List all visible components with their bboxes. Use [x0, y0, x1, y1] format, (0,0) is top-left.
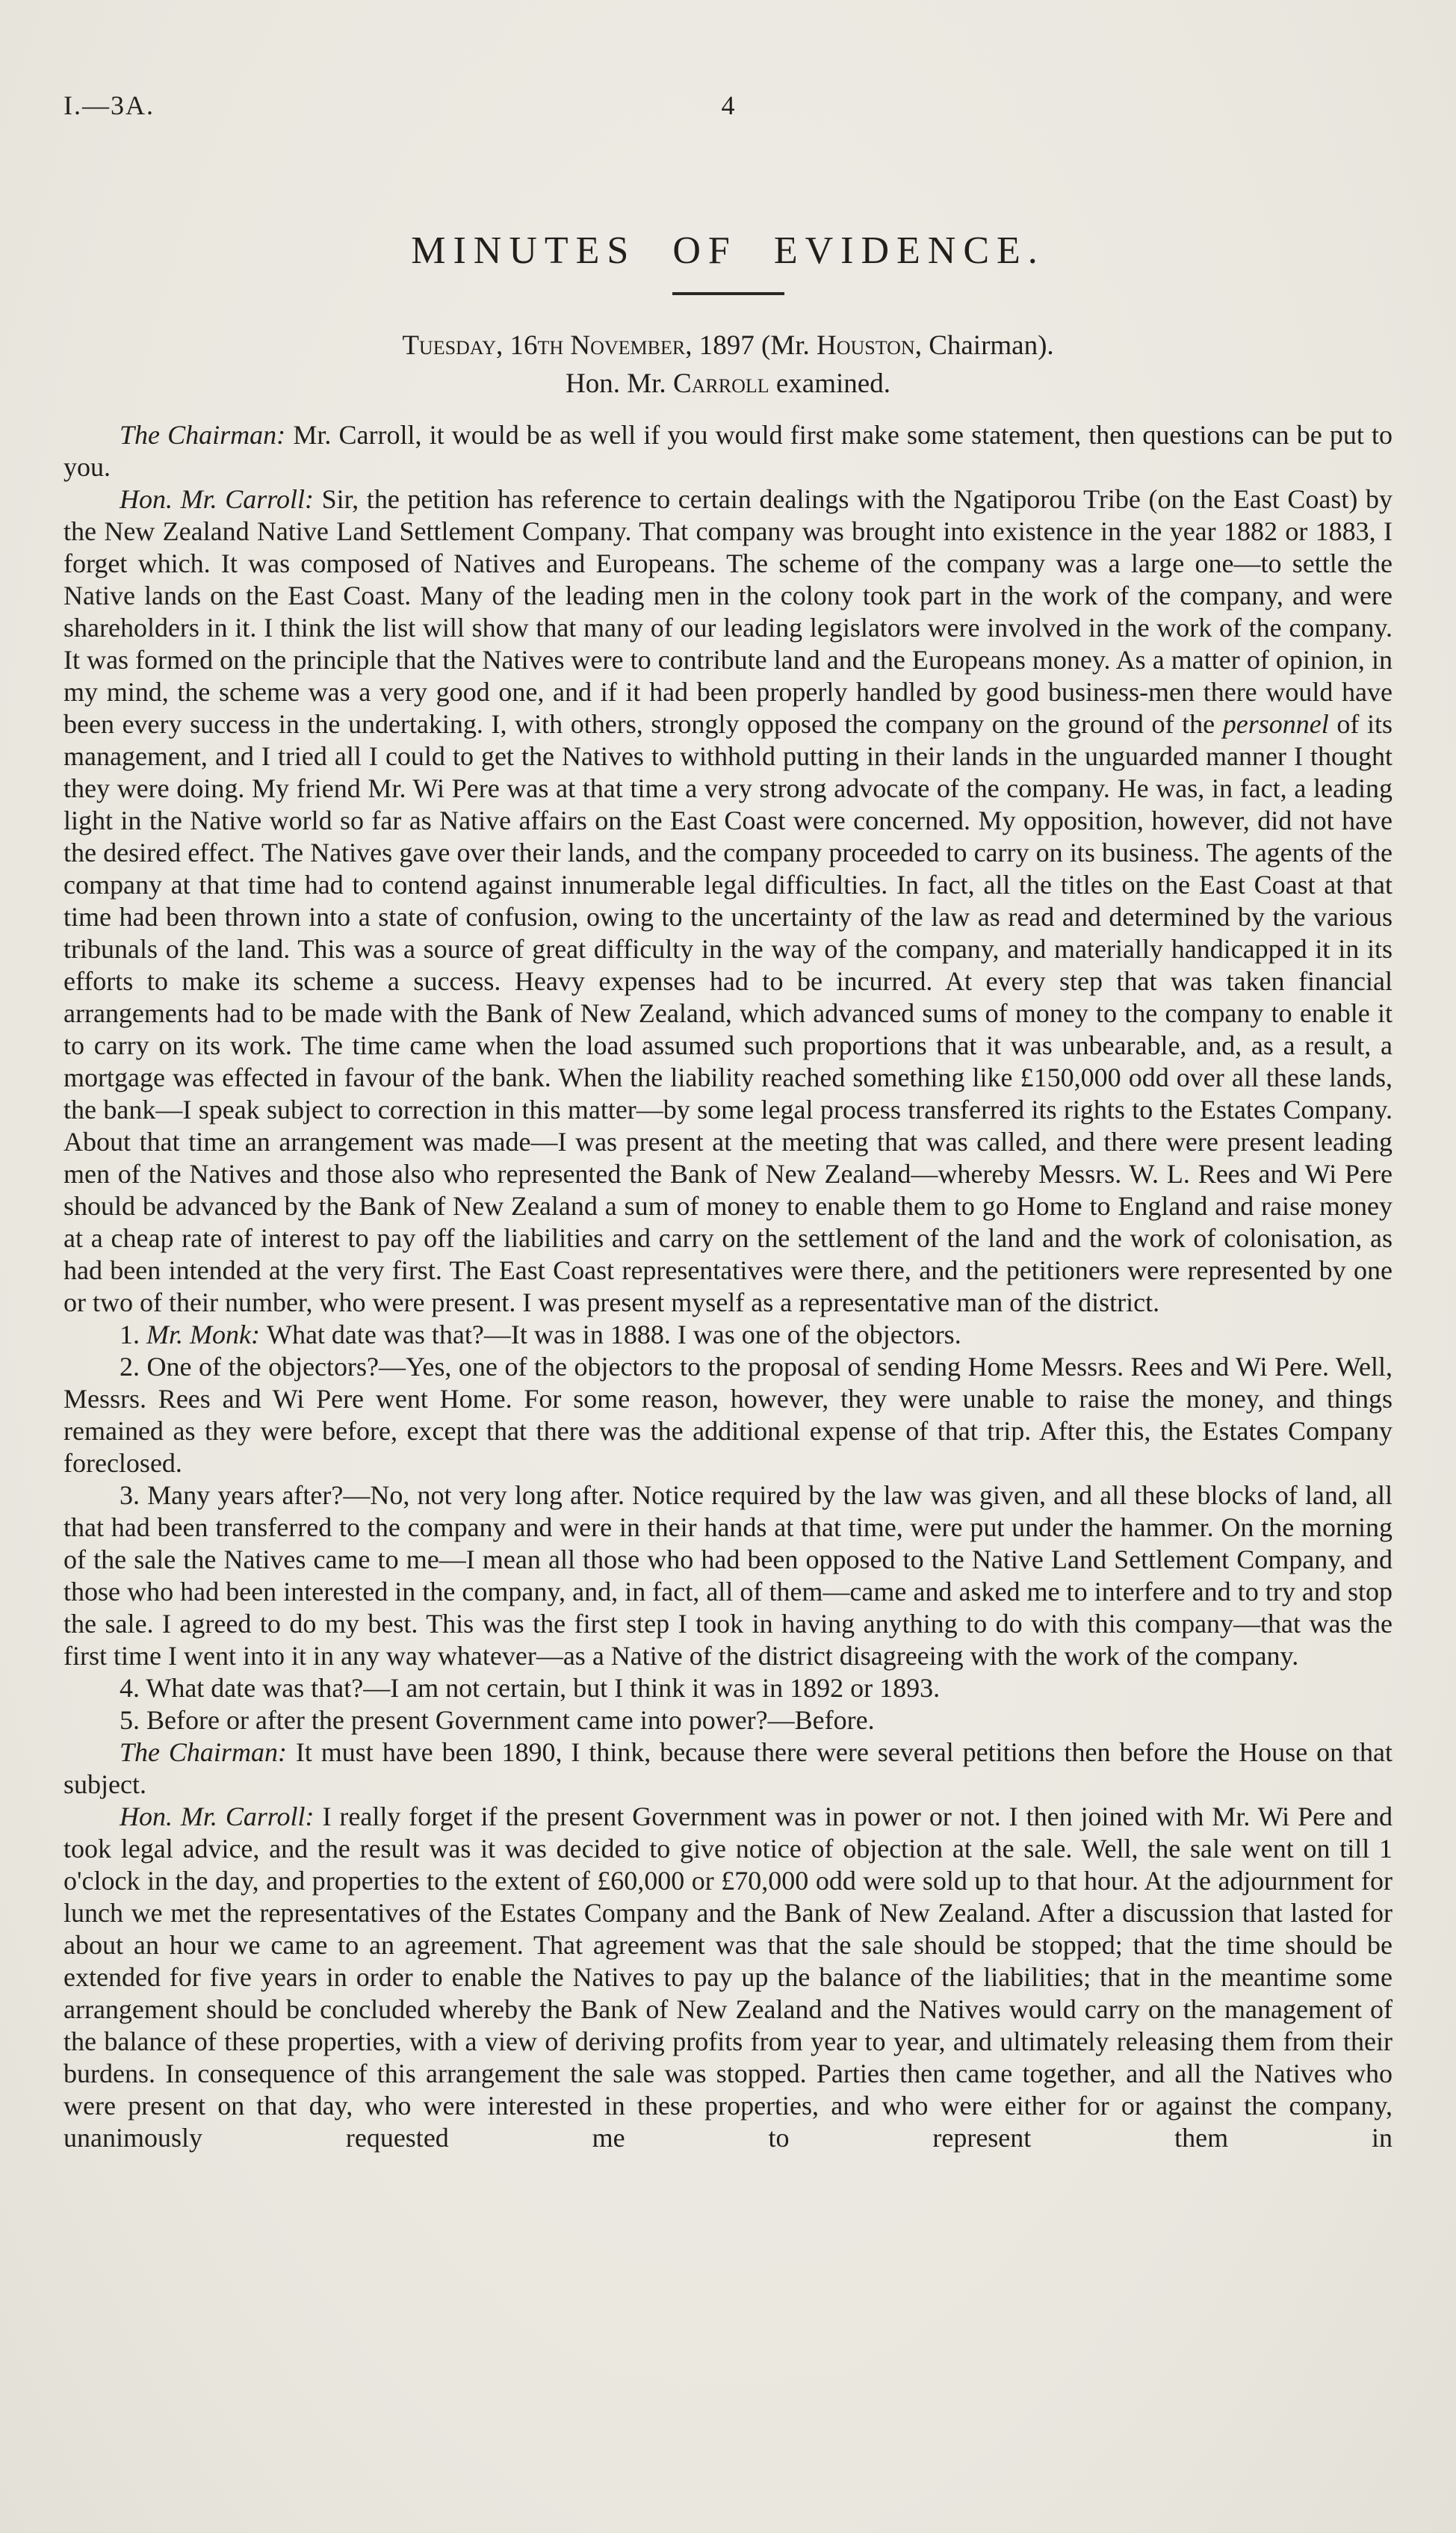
paragraph	[63, 1801, 1393, 2154]
smallcaps-run: Tuesday, 16th November, 1897	[402, 330, 755, 361]
paragraph	[63, 1736, 1393, 1801]
italic-run: The Chairman:	[120, 1737, 296, 1767]
text-run: Mr. Carroll, it would be as well if you would first make some statement, then questions can be put to you.	[63, 420, 1393, 482]
text-run: , Chairman).	[914, 330, 1054, 361]
page-header	[63, 90, 1393, 123]
paper-reference: I.—3A.	[63, 90, 155, 120]
page-title: MINUTES OF EVIDENCE.	[411, 229, 1045, 272]
text-run: 4. What date was that?—I am not certain, but I think it was in 1892 or 1893.	[120, 1673, 941, 1703]
italic-run: Mr. Monk:	[146, 1320, 267, 1349]
text-run: 1.	[120, 1320, 146, 1349]
examined-heading	[63, 368, 1393, 400]
document-body	[63, 419, 1393, 2154]
text-run: Hon. Mr.	[566, 368, 673, 399]
text-run: 3. Many years after?—No, not very long after. Notice required by the law was given, and all these blocks of land, all that had been transferred to the company and were in their hands at that time, were put under the hammer. On the morning of the sale the Natives came to me—I mean all those who had been opposed to the Native Land Settlement Company, and those who had been interested in the company, and, in fact, all of them—came and asked me to interfere and to try and stop the sale. I agreed to do my best. This was the first step I took in having anything to do with this company—that was the first time I went into it in any way whatever—as a Native of the district disagreeing with the work of the company.	[63, 1480, 1393, 1671]
smallcaps-run: Carroll	[672, 368, 769, 399]
session-heading	[63, 330, 1393, 362]
paragraph	[63, 1479, 1393, 1672]
italic-run: Hon. Mr. Carroll:	[120, 484, 322, 514]
paragraph	[63, 1704, 1393, 1736]
italic-run: Hon. Mr. Carroll:	[120, 1801, 323, 1831]
italic-run: The Chairman:	[120, 420, 294, 450]
paragraph	[63, 1672, 1393, 1704]
text-run: I really forget if the present Government was in power or not. I then joined with Mr. Wi Pere and took legal advice, and the result was it was decided to give notice of objection at the sale. Well, the sale went on till 1 o'clock in the day, and properties to the extent of £60,000 or £70,000 odd were sold up to that hour. At the adjournment for lunch we met the representatives of the Estates Company and the Bank of New Zealand. After a discussion that lasted for about an hour we came to an agreement. That agreement was that the sale should be stopped; that the time should be extended for five years in order to enable the Natives to pay up the balance of the liabilities; that in the meantime some arrangement should be concluded whereby the Bank of New Zealand and the Natives would carry on the management of the balance of these properties, with a view of deriving profits from year to year, and ultimately releasing them from their burdens. In consequence of this arrangement the sale was stopped. Parties then came together, and all the Natives who were present on that day, who were interested in these properties, and who were either for or against the company, unanimously requested me to represent them in	[63, 1801, 1393, 2153]
italic-run: personnel	[1222, 709, 1329, 739]
page-number: 4	[721, 90, 735, 120]
text-run: of its management, and I tried all I could to get the Natives to withhold putting in their lands in the unguarded manner I thought they were doing. My friend Mr. Wi Pere was at that time a very strong advocate of the company. He was, in fact, a leading light in the Native world so far as Native affairs on the East Coast were concerned. My opposition, however, did not have the desired effect. The Natives gave over their lands, and the company proceeded to carry on its business. The agents of the company at that time had to contend against innumerable legal difficulties. In fact, all the titles on the East Coast at that time had been thrown into a state of confusion, owing to the uncertainty of the law as read and determined by the various tribunals of the land. This was a source of great difficulty in the way of the company, and materially handicapped it in its efforts to make its scheme a success. Heavy expenses had to be incurred. At every step that was taken financial arrangements had to be made with the Bank of New Zealand, which advanced sums of money to the company to enable it to carry on its work. The time came when the load assumed such proportions that it was unbearable, and, as a result, a mortgage was effected in favour of the bank. When the liability reached something like £150,000 odd over all these lands, the bank—I speak subject to correction in this matter—by some legal process transferred its rights to the Estates Company. About that time an arrangement was made—I was present at the meeting that was called, and there were present leading men of the Natives and those also who represented the Bank of New Zealand—whereby Messrs. W. L. Rees and Wi Pere should be advanced by the Bank of New Zealand a sum of money to enable them to go Home to England and raise money at a cheap rate of interest to pay off the liabilities and carry on the settlement of the land and the work of colonisation, as had been intended at the very first. The East Coast representatives were there, and the petitioners were represented by one or two of their number, who were present. I was present myself as a representative man of the district.	[63, 709, 1393, 1317]
smallcaps-run: Houston	[816, 330, 915, 361]
paragraph	[63, 419, 1393, 483]
text-run: 5. Before or after the present Government came into power?—Before.	[120, 1705, 875, 1735]
text-run: It must have been 1890, I think, because there were several petitions then before the House on that subject.	[63, 1737, 1393, 1799]
paragraph	[63, 1351, 1393, 1479]
paragraph	[63, 483, 1393, 1319]
text-run: examined.	[769, 368, 890, 399]
title-rule	[672, 292, 784, 295]
text-run: What date was that?—It was in 1888. I was one of the objectors.	[266, 1320, 961, 1349]
text-run: Sir, the petition has reference to certain dealings with the Ngatiporou Tribe (on the East Coast) by the New Zealand Native Land Settlement Company. That company was brought into existence in the year 1882 or 1883, I forget which. It was composed of Natives and Europeans. The scheme of the company was a large one—to settle the Native lands on the East Coast. Many of the leading men in the colony took part in the work of the company, and were shareholders in it. I think the list will show that many of our leading legislators were involved in the work of the company. It was formed on the principle that the Natives were to contribute land and the Europeans money. As a matter of opinion, in my mind, the scheme was a very good one, and if it had been properly handled by good business-men there would have been every success in the undertaking. I, with others, strongly opposed the company on the ground of the	[63, 484, 1393, 739]
text-run: 2. One of the objectors?—Yes, one of the objectors to the proposal of sending Home Messrs. Rees and Wi Pere. Well, Messrs. Rees and Wi Pere went Home. For some reason, however, they were unable to raise the money, and things remained as they were before, except that there was the additional expense of that trip. After this, the Estates Company foreclosed.	[63, 1352, 1393, 1478]
text-run: (Mr.	[754, 330, 817, 361]
paragraph	[63, 1319, 1393, 1351]
